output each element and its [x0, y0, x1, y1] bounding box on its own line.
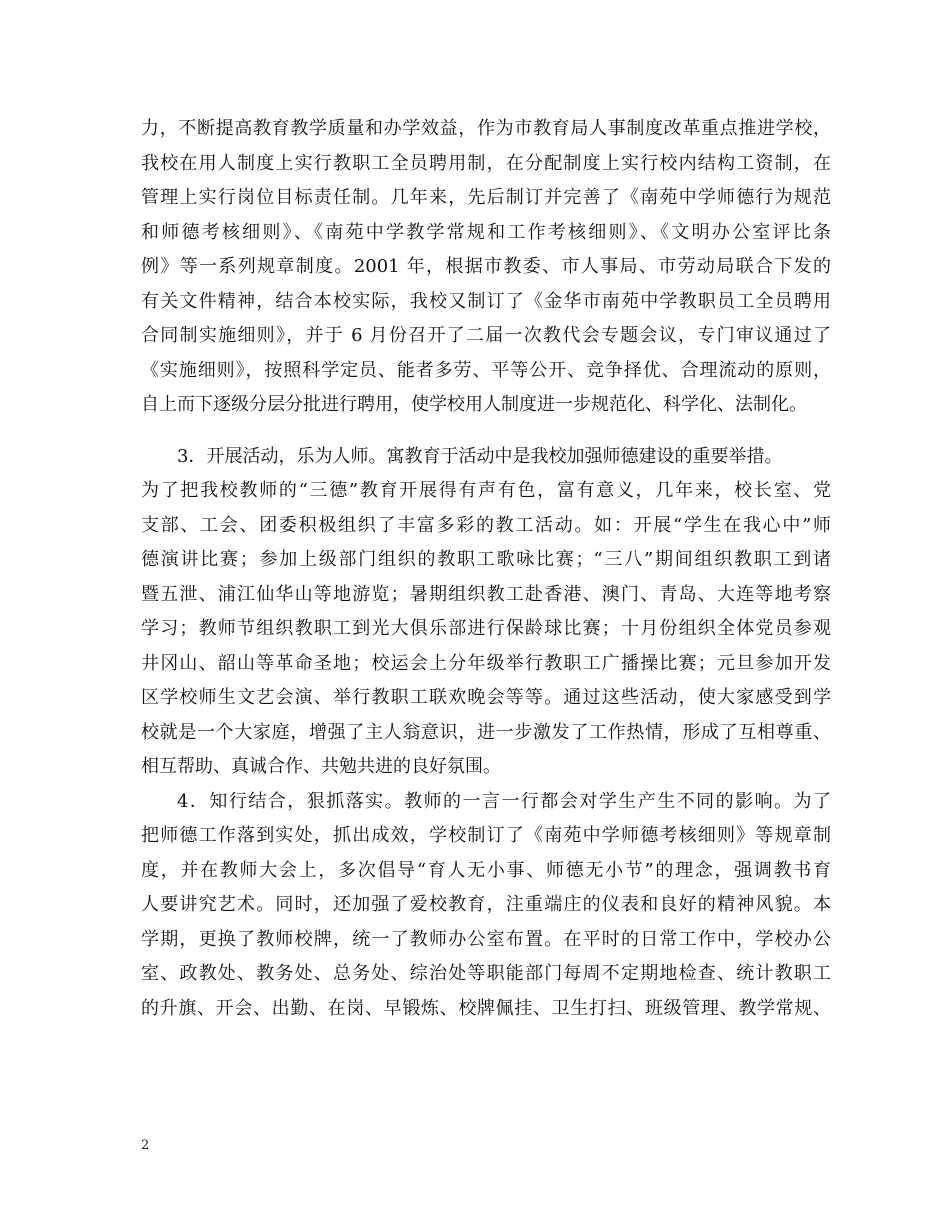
text-line: 合同制实施细则》，并于 6 月份召开了二届一次教代会专题会议，专门审议通过了: [141, 325, 831, 346]
text-line: 的升旗、开会、出勤、在岗、早锻炼、校牌佩挂、卫生打扫、班级管理、教学常规、: [141, 997, 831, 1019]
text-line: 区学校师生文艺会演、举行教职工联欢晚会等等。通过这些活动，使大家感受到学: [141, 687, 831, 708]
text-line: 学习；教师节组织教职工到光大俱乐部进行保龄球比赛；十月份组织全体党员参观: [141, 618, 831, 639]
text-line: 学期，更换了教师校牌，统一了教师办公室布置。在平时的日常工作中，学校办公: [141, 928, 831, 950]
page-number: 2: [141, 1138, 150, 1153]
text-line: 人要讲究艺术。同时，还加强了爱校教育，注重端庄的仪表和良好的精神风貌。本: [141, 894, 831, 915]
text-line: 3．开展活动，乐为人师。寓教育于活动中是我校加强师德建设的重要举措。: [177, 445, 783, 467]
text-line: 校就是一个大家庭，增强了主人翁意识，进一步激发了工作热情，形成了互相尊重、: [141, 721, 831, 743]
text-line: 德演讲比赛；参加上级部门组织的教职工歌咏比赛；“三八”期间组织教职工到诸: [141, 549, 831, 570]
text-line: 暨五泄、浦江仙华山等地游览；暑期组织教工赴香港、澳门、青岛、大连等地考察: [141, 583, 831, 605]
text-line: 为了把我校教师的“三德”教育开展得有声有色，富有意义，几年来，校长室、党: [141, 480, 831, 501]
text-line: 自上而下逐级分层分批进行聘用，使学校用人制度进一步规范化、科学化、法制化。: [141, 394, 807, 415]
text-line: 4．知行结合，狠抓落实。教师的一言一行都会对学生产生不同的影响。为了: [177, 790, 831, 812]
text-line: 有关文件精神，结合本校实际，我校又制订了《金华市南苑中学教职员工全员聘用: [141, 290, 831, 312]
text-line: 《实施细则》，按照科学定员、能者多劳、平等公开、竞争择优、合理流动的原则，: [141, 359, 831, 381]
paragraph-personnel-system: [141, 112, 831, 423]
text-line: 度，并在教师大会上，多次倡导“育人无小事、师德无小节”的理念，强调教书育: [141, 859, 831, 881]
text-line: 把师德工作落到实处，抓出成效，学校制订了《南苑中学师德考核细则》等规章制: [141, 825, 831, 846]
text-line: 我校在用人制度上实行教职工全员聘用制，在分配制度上实行校内结构工资制，在: [141, 152, 831, 174]
text-line: 和师德考核细则》、《南苑中学教学常规和工作考核细则》、《文明办公室评比条: [141, 221, 831, 243]
text-line: 相互帮助、真诚合作、共勉共进的良好氛围。: [141, 756, 501, 777]
paragraph-implementation: [141, 785, 831, 1027]
text-line: 井冈山、韶山等革命圣地；校运会上分年级举行教职工广播操比赛；元旦参加开发: [141, 652, 831, 674]
text-line: 力，不断提高教育教学质量和办学效益，作为市教育局人事制度改革重点推进学校，: [141, 118, 831, 139]
paragraph-spacer: [141, 423, 831, 440]
text-line: 支部、工会、团委积极组织了丰富多彩的教工活动。如：开展“学生在我心中”师: [141, 514, 831, 536]
text-line: 室、政教处、教务处、总务处、综治处等职能部门每周不定期地检查、统计教职工: [141, 963, 831, 984]
document-body: [141, 112, 831, 1026]
paragraph-activities: [141, 440, 831, 785]
text-line: 管理上实行岗位目标责任制。几年来，先后制订并完善了《南苑中学师德行为规范: [141, 187, 831, 208]
text-line: 例》等一系列规章制度。2001 年，根据市教委、市人事局、市劳动局联合下发的: [141, 256, 831, 277]
